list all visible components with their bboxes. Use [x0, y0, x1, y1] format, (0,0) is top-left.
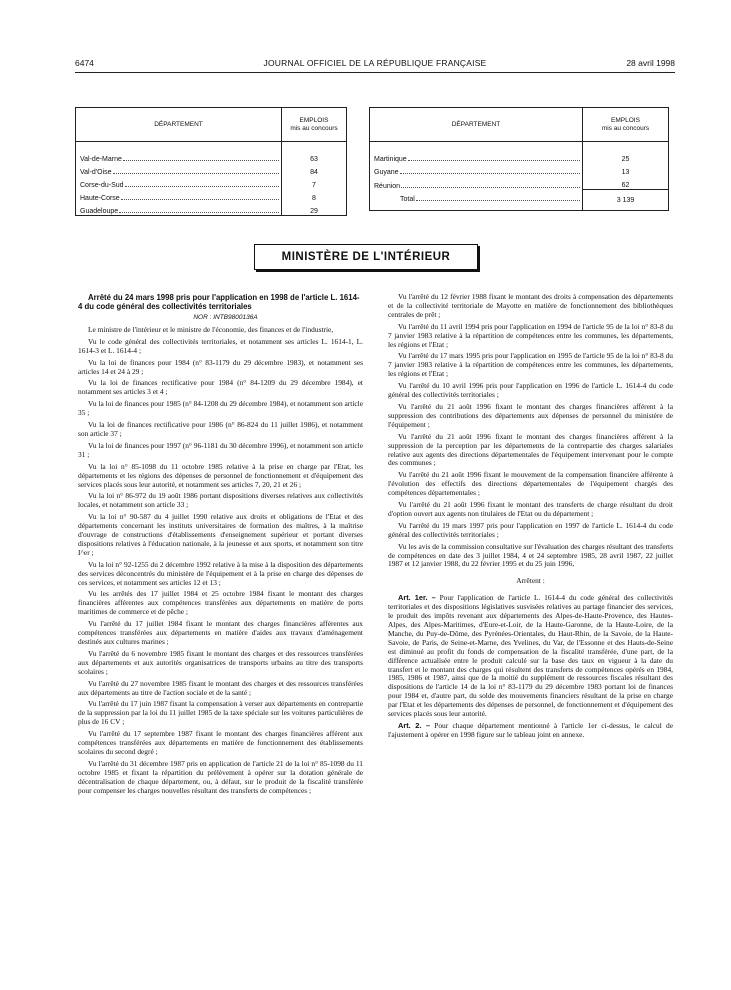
paragraph: Vu l'arrêté du 10 avril 1996 pris pour l'application en 1996 de l'article L. 1614-4 du code général des collectivités territoriales ; — [388, 381, 673, 400]
paragraph: Vu le code général des collectivités territoriales, et notamment ses articles L. 1614-1, L. 1614-3 et L. 1614-4 ; — [78, 336, 363, 355]
jobs-count: 62 — [583, 176, 669, 190]
header-rule — [75, 72, 675, 73]
paragraph: Vu la loi n° 86-972 du 19 août 1986 portant dispositions diverses relatives aux collectivités locales, et notamment son article 33 ; — [78, 491, 363, 510]
page-number: 6474 — [75, 58, 94, 68]
decree-title: Arrêté du 24 mars 1998 pris pour l'application en 1998 de l'article L. 1614-4 du code général des collectivités territoriales — [78, 293, 360, 311]
article-1-label: Art. 1er. – — [398, 593, 436, 603]
table-row — [370, 176, 669, 190]
table-row — [76, 189, 347, 202]
total-value: 3 139 — [583, 190, 669, 211]
paragraph: Vu l'arrêté du 11 avril 1994 pris pour l'application en 1994 de l'article 95 de la loi n° 83-8 du 7 janvier 1983 relative à la répartition de compétences entre les communes, les départements, les régions et l'Etat ; — [388, 321, 673, 349]
issue-date: 28 avril 1998 — [626, 58, 675, 68]
article-1-text: Pour l'application de l'article L. 1614-4 du code général des collectivités territoriales et des dispositions législatives susvisées relatives au partage financier des services, le produit des impôts revenant aux départements des Alpes-de-Haute-Provence, des Hautes-Alpes, des Alpes-Maritimes, d'Eure-et-Loir, de la Haute-Garonne, de la Haute-Loire, de la Manche, du Puy-de-Dôme, des Pyrénées-Orientales, du Haut-Rhin, de la Savoie, de la Haute-Savoie, de Paris, de Seine-et-Marne, des Yvelines, du Var, de l'Essonne et des Hauts-de-Seine est diminué au profit du fonds de compensation de la fiscalité transférée, d'une part, de la différence actualisée entre le produit calculé sur la base des taux en vigueur à la date du transfert et le montant des charges qui résultent des transferts de compétences opérés en 1984, 1985, 1986 et 1987, ainsi que de la moitié du supplément de ressources fiscales résultant des dispositions de l'article 14 de la loi n° 83-1179 du 29 décembre 1983 portant loi de finances pour 1984 et, d'autre part, du solde des mouvements financiers résultant de la prise en charge par l'Etat et les départements des dépenses de personnel, de fonctionnement et d'équipement des services placés sous leur autorité. — [388, 593, 674, 719]
column-header-jobs-line2: mis au concours — [601, 124, 650, 132]
paragraph: Vu la loi de finances rectificative pour 1986 (n° 86-824 du 11 juillet 1986), et notamment son article 37 ; — [78, 420, 363, 438]
paragraph: Vu l'arrêté du 17 mars 1995 pris pour l'application en 1995 de l'article 95 de la loi n° 83-8 du 7 janvier 1983 relative à la répartition de compétences entre les communes, les départements, les régions et l'Etat ; — [388, 351, 673, 379]
paragraph: Vu l'arrêté du 21 août 1996 fixant le montant des charges financières afférent à la suppression des contributions des départements aux dépenses de personnel du ministère de l'équipement ; — [388, 401, 673, 429]
paragraph: Vu les avis de la commission consultative sur l'évaluation des charges résultant des transferts de compétences en date des 3 juillet 1984, 4 et 24 septembre 1985, 28 avril 1987, 22 juillet 1987 et 12 janvier 1988, du 22 février 1995 et du 25 juin 1996, — [388, 541, 673, 569]
table-row — [76, 202, 347, 216]
jobs-count: 25 — [583, 150, 669, 163]
jobs-count: 7 — [282, 176, 347, 189]
paragraph: Vu l'arrêté du 17 juin 1987 fixant la compensation à verser aux départements en contrepartie de la suppression par la loi du 11 juillet 1985 de la taxe spéciale sur les voitures particulières de plus de 16 CV ; — [78, 699, 363, 727]
column-header-jobs-line1: EMPLOIS — [611, 116, 640, 124]
total-row — [370, 190, 669, 211]
paragraph: Vu la loi n° 85-1098 du 11 octobre 1985 relative à la prise en charge par l'Etat, les départements et les régions des dépenses de personnel de fonctionnement et d'équipement des services placés sous leur autorité, et notamment ses articles 7, 20, 21 et 26 ; — [78, 461, 363, 489]
jobs-count: 84 — [282, 163, 347, 176]
department-name: Val-d'Oise — [80, 169, 112, 176]
department-name: Martinique — [374, 156, 407, 163]
paragraph: Vu la loi de finances pour 1997 (n° 96-1181 du 30 décembre 1996), et notamment son article 31 ; — [78, 440, 363, 459]
paragraph: Le ministre de l'intérieur et le ministre de l'économie, des finances et de l'industrie, — [88, 324, 334, 334]
table-row — [76, 176, 347, 189]
journal-title: JOURNAL OFFICIEL DE LA RÉPUBLIQUE FRANÇAISE — [263, 58, 487, 68]
ministry-heading: MINISTÈRE DE L'INTÉRIEUR — [254, 244, 478, 270]
paragraph: Vu l'arrêté du 21 août 1996 fixant le montant des charges financières afférent à la suppression de la perception par les départements de la contrepartie des charges salariales relative aux agents des directions départementales de l'équipement intervenant pour le compte des communes ; — [388, 431, 673, 468]
paragraph: Vu l'arrêté du 31 décembre 1987 pris en application de l'article 21 de la loi n° 85-1098 du 11 octobre 1985 et fixant la répartition du prélèvement à opérer sur la dotation générale de décentralisation de chaque département, ou, à défaut, sur le produit de la fiscalité transférée pour compenser les charges nouvelles résultant des transferts de compétences ; — [78, 758, 363, 795]
arrete-heading: Arrêtent : — [516, 576, 545, 586]
table-row — [76, 163, 347, 176]
column-header-jobs-line1: EMPLOIS — [299, 116, 329, 124]
jobs-count: 63 — [282, 150, 347, 163]
left-paragraphs — [78, 326, 363, 796]
paragraph: Vu l'arrêté du 17 septembre 1987 fixant le montant des charges financières afférent aux compétences transférées aux départements en matière de fonctionnement des établissements scolaires du second degré ; — [78, 729, 363, 756]
paragraph: Vu l'arrêté du 21 août 1996 fixant le montant des transferts de charge résultant du droit d'option ouvert aux agents non titulaires de l'Etat ou du département ; — [388, 500, 673, 518]
department-name: Val-de-Marne — [80, 156, 122, 163]
paragraph: Vu la loi de finances pour 1985 (n° 84-1208 du 29 décembre 1984), et notamment son article 35 ; — [78, 399, 363, 418]
paragraph: Vu la loi de finances pour 1984 (n° 83-1179 du 29 décembre 1983), et notamment ses articles 14 et 24 à 29 ; — [78, 357, 363, 376]
column-header-department: DÉPARTEMENT — [370, 108, 583, 142]
column-header-jobs — [282, 108, 347, 142]
department-name: Guadeloupe — [80, 208, 119, 215]
paragraph: Vu la loi n° 92-1255 du 2 décembre 1992 relative à la mise à la disposition des départements des services déconcentrés du ministère de l'équipement et à la prise en charge des dépenses de ces services, et notamment ses articles 12 et 13 ; — [78, 559, 363, 587]
paragraph: Vu l'arrêté du 27 novembre 1985 fixant le montant des charges et des ressources transférées aux départements au titre de l'action sociale et de la santé ; — [78, 678, 363, 697]
text-column-right — [388, 293, 673, 743]
table-row — [76, 150, 347, 163]
jobs-count: 8 — [282, 189, 347, 202]
paragraph: Vu l'arrêté du 17 juillet 1984 fixant le montant des charges financières afférentes aux compétences transférées aux départements en matière d'aides aux travaux d'aménagement destinés aux cultures marines ; — [78, 619, 363, 646]
department-name: Guyane — [374, 169, 399, 176]
paragraph: Vu la loi n° 90-587 du 4 juillet 1990 relative aux droits et obligations de l'Etat et des départements concernant les instituts universitaires de formation des maîtres, à la maîtrise d'ouvrage de constructions d'établissements d'enseignement supérieur et portant diverses dispositions relatives à l'éducation nationale, à la jeunesse et aux sports, et notamment son titre I^er ; — [78, 512, 363, 557]
department-name: Haute-Corse — [80, 195, 120, 202]
jobs-count: 13 — [583, 163, 669, 176]
jobs-table-right — [369, 107, 669, 211]
column-header-jobs-line2: mis au concours — [290, 124, 338, 132]
department-name: Réunion — [374, 182, 401, 190]
article-2-label: Art. 2. – — [398, 720, 430, 730]
jobs-count: 29 — [282, 202, 347, 216]
nor-reference: NOR : INTB9800136A — [193, 314, 258, 321]
column-header-department: DÉPARTEMENT — [76, 108, 282, 142]
running-header — [75, 58, 675, 72]
paragraph: Vu l'arrêté du 12 février 1988 fixant le montant des droits à compensation des départements et de la collectivité territoriale de Mayotte en matière de fonctionnement des bibliothèques centrales de prêt ; — [388, 292, 673, 319]
paragraph: Vu l'arrêté du 21 août 1996 fixant le mouvement de la compensation financière afférente à l'évolution des effectifs des directions départementales de l'équipement chargés des compétences départementales ; — [388, 470, 673, 498]
paragraph: Vu l'arrêté du 19 mars 1997 pris pour l'application en 1997 de l'article L. 1614-4 du code général des collectivités territoriales ; — [388, 520, 673, 539]
table-row — [370, 163, 669, 176]
paragraph: Vu l'arrêté du 6 novembre 1985 fixant le montant des charges et des ressources transférées aux départements et aux autorités organisatrices de transports urbains au titre des transports scolaires ; — [78, 648, 363, 676]
department-name: Corse-du-Sud — [80, 182, 124, 189]
total-label: Total — [400, 196, 415, 204]
article-1 — [388, 594, 673, 719]
jobs-table-left — [75, 107, 347, 216]
article-2-text: Pour chaque département mentionné à l'article 1er ci-dessus, le calcul de l'ajustement à opérer en 1998 figure sur le tableau joint en annexe. — [388, 720, 673, 739]
text-column-left — [78, 293, 363, 799]
table-row — [370, 150, 669, 163]
paragraph: Vu la loi de finances rectificative pour 1984 (n° 84-1209 du 29 décembre 1984), et notamment ses articles 3 et 4 ; — [78, 378, 363, 397]
right-paragraphs — [388, 293, 673, 569]
column-header-jobs — [583, 108, 669, 142]
paragraph: Vu les arrêtés des 17 juillet 1984 et 25 octobre 1984 fixant le montant des charges financières afférentes aux compétences transférées aux départements en matière de ports maritimes de commerce et de pêche ; — [78, 589, 363, 617]
article-2 — [388, 722, 673, 740]
